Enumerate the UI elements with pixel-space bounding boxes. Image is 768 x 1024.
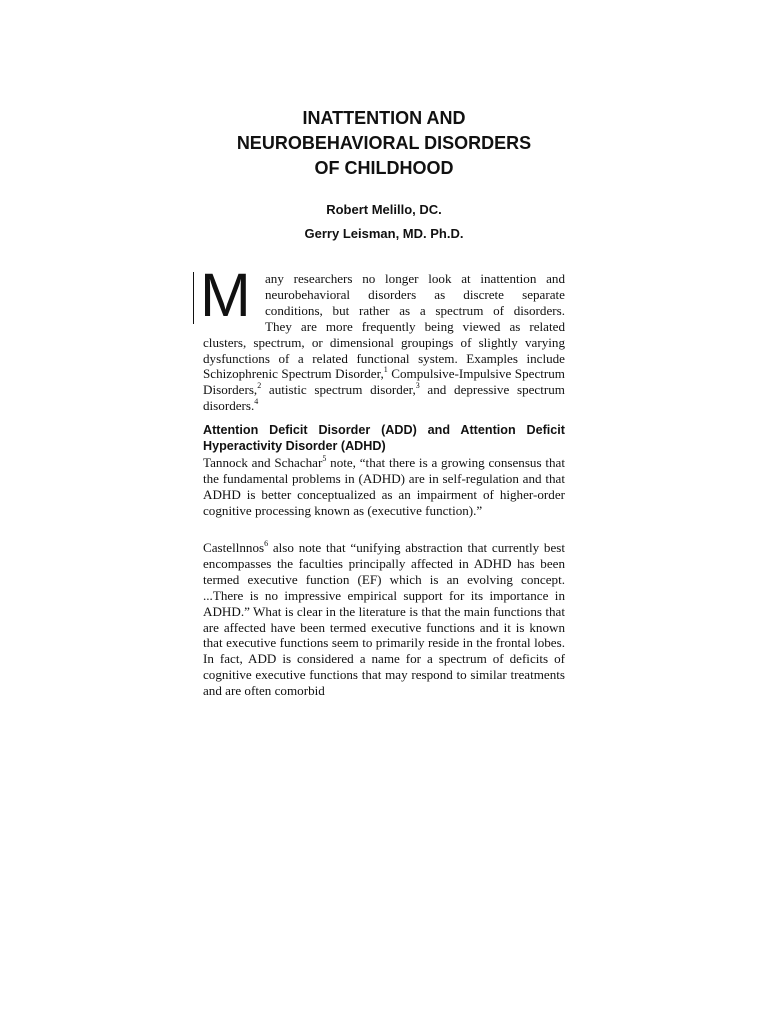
section-heading: Attention Deficit Disorder (ADD) and Attention Deficit Hyperactivity Disorder (ADHD) bbox=[203, 423, 565, 453]
intro-text-b: Compulsive-Impulsive Spectrum Disorders, bbox=[203, 366, 565, 398]
title-line-2: NEUROBEHAVIORAL DISORDERS bbox=[236, 133, 532, 153]
drop-cap-rule bbox=[193, 272, 194, 324]
title-line-3: OF CHILDHOOD bbox=[314, 158, 454, 178]
intro-continuation bbox=[203, 335, 565, 415]
para3-text-a: Castellnnos bbox=[203, 540, 265, 555]
paragraph-2 bbox=[203, 455, 565, 519]
para3-text-b: also note that “unifying abstraction that currently best encompasses the faculties principally affected in ADHD has been termed executive function (EF) which is an evolving concept. ...There is no impressive empirical support for its importance in ADHD.” What is clear in the literature is that the main functions that are affected have been termed executive functions and it is known that executive functions seem to primarily reside in the frontal lobes. In fact, ADD is considered a name for a spectrum of deficits of cognitive executive functions that may respond to similar treatments and are often comorbid bbox=[203, 540, 565, 699]
author-2: Gerry Leisman, MD. Ph.D. bbox=[304, 226, 464, 241]
para2-text-b: note, “that there is a growing consensus that the fundamental problems in (ADHD) are in self-regulation and that ADHD is better conceptualized as an impairment of higher-order cognitive processing known as (executive function).” bbox=[203, 455, 565, 518]
intro-line-4: They are more frequently being viewed as related bbox=[265, 318, 565, 334]
intro-line-2: neurobehavioral disorders as discrete separate bbox=[265, 286, 565, 302]
intro-text-d: and depressive spectrum disorders. bbox=[203, 382, 565, 414]
ref-6: 6 bbox=[264, 539, 269, 548]
ref-4: 4 bbox=[254, 397, 259, 407]
intro-line-3: conditions, but rather as a spectrum of disorders. bbox=[265, 302, 565, 318]
ref-1: 1 bbox=[383, 365, 388, 375]
intro-text-a: clusters, spectrum, or dimensional groupings of slightly varying dysfunctions of a related functional system. Examples include Schizophrenic Spectrum Disorder, bbox=[203, 334, 565, 382]
intro-paragraph bbox=[203, 271, 565, 414]
ref-3: 3 bbox=[415, 381, 420, 391]
drop-cap: M bbox=[200, 261, 251, 329]
intro-line-1: any researchers no longer look at inattention and bbox=[265, 271, 565, 286]
author-1: Robert Melillo, DC. bbox=[326, 202, 442, 217]
ref-2: 2 bbox=[257, 381, 262, 391]
ref-5: 5 bbox=[322, 454, 327, 463]
intro-top-lines bbox=[265, 271, 565, 335]
paragraph-3 bbox=[203, 540, 565, 699]
para2-text-a: Tannock and Schachar bbox=[203, 455, 323, 470]
paper-title bbox=[150, 106, 618, 181]
title-line-1: INATTENTION AND bbox=[302, 108, 466, 128]
intro-text-c: autistic spectrum disorder, bbox=[261, 382, 416, 398]
